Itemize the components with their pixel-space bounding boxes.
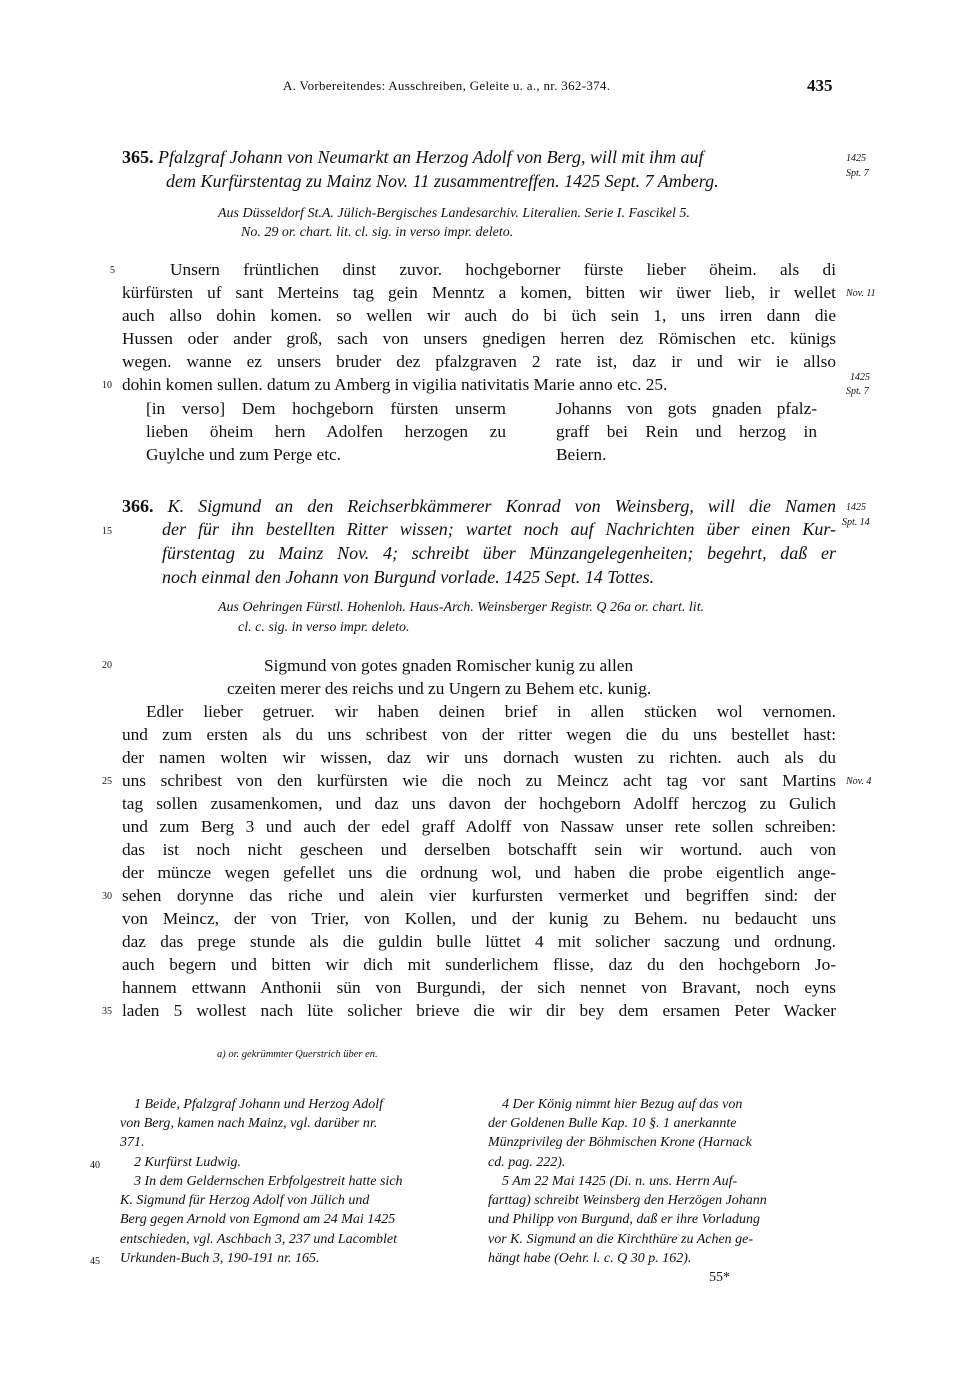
footnote-right-line: cd. pag. 222).	[488, 1155, 566, 1170]
entry-366-intitulatio: Sigmund von gotes gnaden Romischer kunig zu allen	[264, 656, 634, 675]
entry-366-text-line: auch begern und bitten wir dich mit sunderlichem flisse, daz du den hochgeborn Jo-	[122, 955, 836, 974]
entry-365-title-text: Pfalzgraf Johann von Neumarkt an Herzog Adolf von Berg, will mit ihm auf	[158, 147, 704, 167]
entry-366-text-line: von Meincz, der von Trier, von Kollen, und der kunig zu Behem. nu bedaucht uns	[122, 909, 836, 928]
footnote-left-line: 3 In dem Geldernschen Erbfolgestreit hatte sich	[134, 1174, 403, 1189]
entry-365-title-line-2: dem Kurfürstentag zu Mainz Nov. 11 zusammentreffen. 1425 Sept. 7 Amberg.	[166, 171, 719, 191]
footnote-right-line: 5 Am 22 Mai 1425 (Di. n. uns. Herrn Auf-	[502, 1174, 738, 1189]
line-number: 25	[102, 776, 112, 787]
line-number: 20	[102, 660, 112, 671]
running-title: A. Vorbereitendes: Ausschreiben, Geleite u. a., nr. 362-374.	[283, 78, 611, 93]
line-number: 10	[102, 380, 112, 391]
entry-366-text-line: daz das prege stunde als die guldin bulle lüttet 4 mit solicher saczung und ordnung.	[122, 932, 836, 951]
entry-366-margin-year: 1425	[846, 502, 866, 513]
entry-366-text-line: hannem ettwann Anthonii sün von Burgundi, der sich nennet von Bravant, noch eyns	[122, 978, 836, 997]
entry-366-text-line: laden 5 wollest nach lüte solicher brieve die wir dir bey dem ersamen Peter Wacker	[122, 1001, 836, 1020]
entry-365-address-left: [in verso] Dem hochgeborn fürsten unserm	[146, 399, 506, 418]
entry-365-margin2-year: 1425	[850, 372, 870, 383]
line-number: 15	[102, 526, 112, 537]
entry-365-text-line: Hussen oder ander groß, sach von unsers gnedigen herren dez Römischen etc. künigs	[122, 329, 836, 348]
entry-365-margin-year: 1425	[846, 153, 866, 164]
line-number: 40	[90, 1160, 100, 1171]
footnote-left-line: entschieden, vgl. Aschbach 3, 237 und Lacomblet	[120, 1232, 397, 1247]
line-number: 45	[90, 1256, 100, 1267]
entry-366-text-line: das ist noch nicht gescheen und derselben botschafft sein wir wortund. auch von	[122, 840, 836, 859]
signature-mark: 55*	[709, 1270, 730, 1285]
entry-365-margin-nov: Nov. 11	[846, 288, 876, 299]
line-number: 35	[102, 1006, 112, 1017]
entry-366-source-1: Aus Oehringen Fürstl. Hohenloh. Haus-Arch. Weinsberger Registr. Q 26a or. chart. lit.	[218, 600, 705, 615]
page-number: 435	[807, 76, 833, 95]
entry-366-title-line: fürstentag zu Mainz Nov. 4; schreibt über Münzangelegenheiten; begehrt, daß er	[162, 543, 836, 563]
entry-366-intitulatio: czeiten merer des reichs und zu Ungern zu Behem etc. kunig.	[227, 679, 652, 698]
footnote-left-line: 1 Beide, Pfalzgraf Johann und Herzog Adolf	[134, 1097, 383, 1112]
entry-366-title-line: der für ihn bestellten Ritter wissen; wartet noch auf Nachrichten über einen Kur-	[162, 519, 836, 539]
entry-365-text-line: kürfürsten uf sant Merteins tag gein Menntz a komen, bitten wir üwer lieb, ir wellet	[122, 283, 836, 302]
footnote-right-line: vor K. Sigmund an die Kirchthüre zu Achen ge-	[488, 1232, 754, 1247]
entry-366-source-2: cl. c. sig. in verso impr. deleto.	[238, 620, 410, 635]
entry-365-title-line-1	[122, 147, 703, 168]
entry-366-margin-date: Spt. 14	[842, 517, 870, 528]
footnote-right-line: der Goldenen Bulle Kap. 10 §. 1 anerkannte	[488, 1116, 737, 1131]
entry-365-address-right: Johanns von gots gnaden pfalz-	[556, 399, 817, 418]
entry-365-address-right: Beiern.	[556, 445, 607, 464]
footnote-left-line: Urkunden-Buch 3, 190-191 nr. 165.	[120, 1251, 320, 1266]
entry-365-text-line: auch allso dohin komen. so wellen wir auch do bi üch sein 1, uns irren dann die	[122, 306, 836, 325]
entry-366-title-line: noch einmal den Johann von Burgund vorlade. 1425 Sept. 14 Tottes.	[162, 567, 655, 587]
line-number: 30	[102, 891, 112, 902]
textual-note: a) or. gekrümmter Querstrich über en.	[217, 1049, 378, 1060]
entry-366-text-line: der müncze wegen gefellet uns die ordnung wol, und haben die probe eigentlich ange-	[122, 863, 836, 882]
entry-365-number: 365.	[122, 147, 154, 167]
footnote-right-line: hängt habe (Oehr. l. c. Q 30 p. 162).	[488, 1251, 692, 1266]
entry-366-text-line: Edler lieber getruer. wir haben deinen brief in allen stücken wol vernomen.	[146, 702, 836, 721]
entry-365-margin2-date: Spt. 7	[846, 386, 869, 397]
entry-365-address-left: Guylche und zum Perge etc.	[146, 445, 341, 464]
entry-365-text-line: dohin komen sullen. datum zu Amberg in vigilia nativitatis Marie anno etc. 25.	[122, 375, 668, 394]
entry-365-source-1: Aus Düsseldorf St.A. Jülich-Bergisches Landesarchiv. Literalien. Serie I. Fascikel 5.	[218, 206, 690, 221]
entry-366-text-line: tag sollen zusamenkomen, und daz uns davon der hochgeborn Adolff herczog zu Gulich	[122, 794, 836, 813]
entry-365-source-2: No. 29 or. chart. lit. cl. sig. in verso impr. deleto.	[241, 225, 514, 240]
line-number: 5	[110, 265, 115, 276]
entry-365-address-left: lieben öheim hern Adolfen herzogen zu	[146, 422, 506, 441]
entry-366-text-line: und zum ersten als du uns schribest von der ritter wegen die du uns bestellet hast:	[122, 725, 836, 744]
entry-365-address-right: graff bei Rein und herzog in	[556, 422, 817, 441]
footnote-right-line: 4 Der König nimmt hier Bezug auf das von	[502, 1097, 743, 1112]
entry-366-title-text: K. Sigmund an den Reichserbkämmerer Konrad von Weinsberg, will die Namen	[167, 496, 837, 516]
footnote-right-line: Münzprivileg der Böhmischen Krone (Harnack	[488, 1135, 752, 1150]
footnote-left-line: 371.	[120, 1135, 145, 1150]
entry-365-text-line: wegen. wanne ez unsers bruder dez pfalzgraven 2 rate ist, daz ir und wir ie allso	[122, 352, 836, 371]
footnote-left-line: 2 Kurfürst Ludwig.	[134, 1155, 241, 1170]
entry-366-text-line: und zum Berg 3 und auch der edel graff Adolff von Nassaw unser rete sollen schreiben:	[122, 817, 836, 836]
footnote-right-line: und Philipp von Burgund, daß er ihre Vorladung	[488, 1212, 760, 1227]
entry-366-text-line: uns schribest von den kurfürsten wie die noch zu Meincz acht tag vor sant Martins	[122, 771, 836, 790]
entry-366-text-line: sehen dorynne das riche und alein vier kurfursten vermerket und begriffen sind: der	[122, 886, 836, 905]
entry-366-number: 366.	[122, 496, 154, 516]
entry-366-title-line-1	[122, 496, 836, 517]
entry-365-margin-date: Spt. 7	[846, 168, 869, 179]
footnote-left-line: K. Sigmund für Herzog Adolf von Jülich und	[120, 1193, 370, 1208]
footnote-left-line: Berg gegen Arnold von Egmond am 24 Mai 1425	[120, 1212, 396, 1227]
footnote-left-line: von Berg, kamen nach Mainz, vgl. darüber nr.	[120, 1116, 378, 1131]
entry-366-margin-nov: Nov. 4	[846, 776, 872, 787]
entry-365-text-line: Unsern früntlichen dinst zuvor. hochgeborner fürste lieber öheim. als di	[170, 260, 836, 279]
footnote-right-line: farttag) schreibt Weinsberg den Herzögen Johann	[488, 1193, 767, 1208]
entry-366-text-line: der namen wolten wir wissen, daz wir uns dornach wusten zu richten. auch als du	[122, 748, 836, 767]
